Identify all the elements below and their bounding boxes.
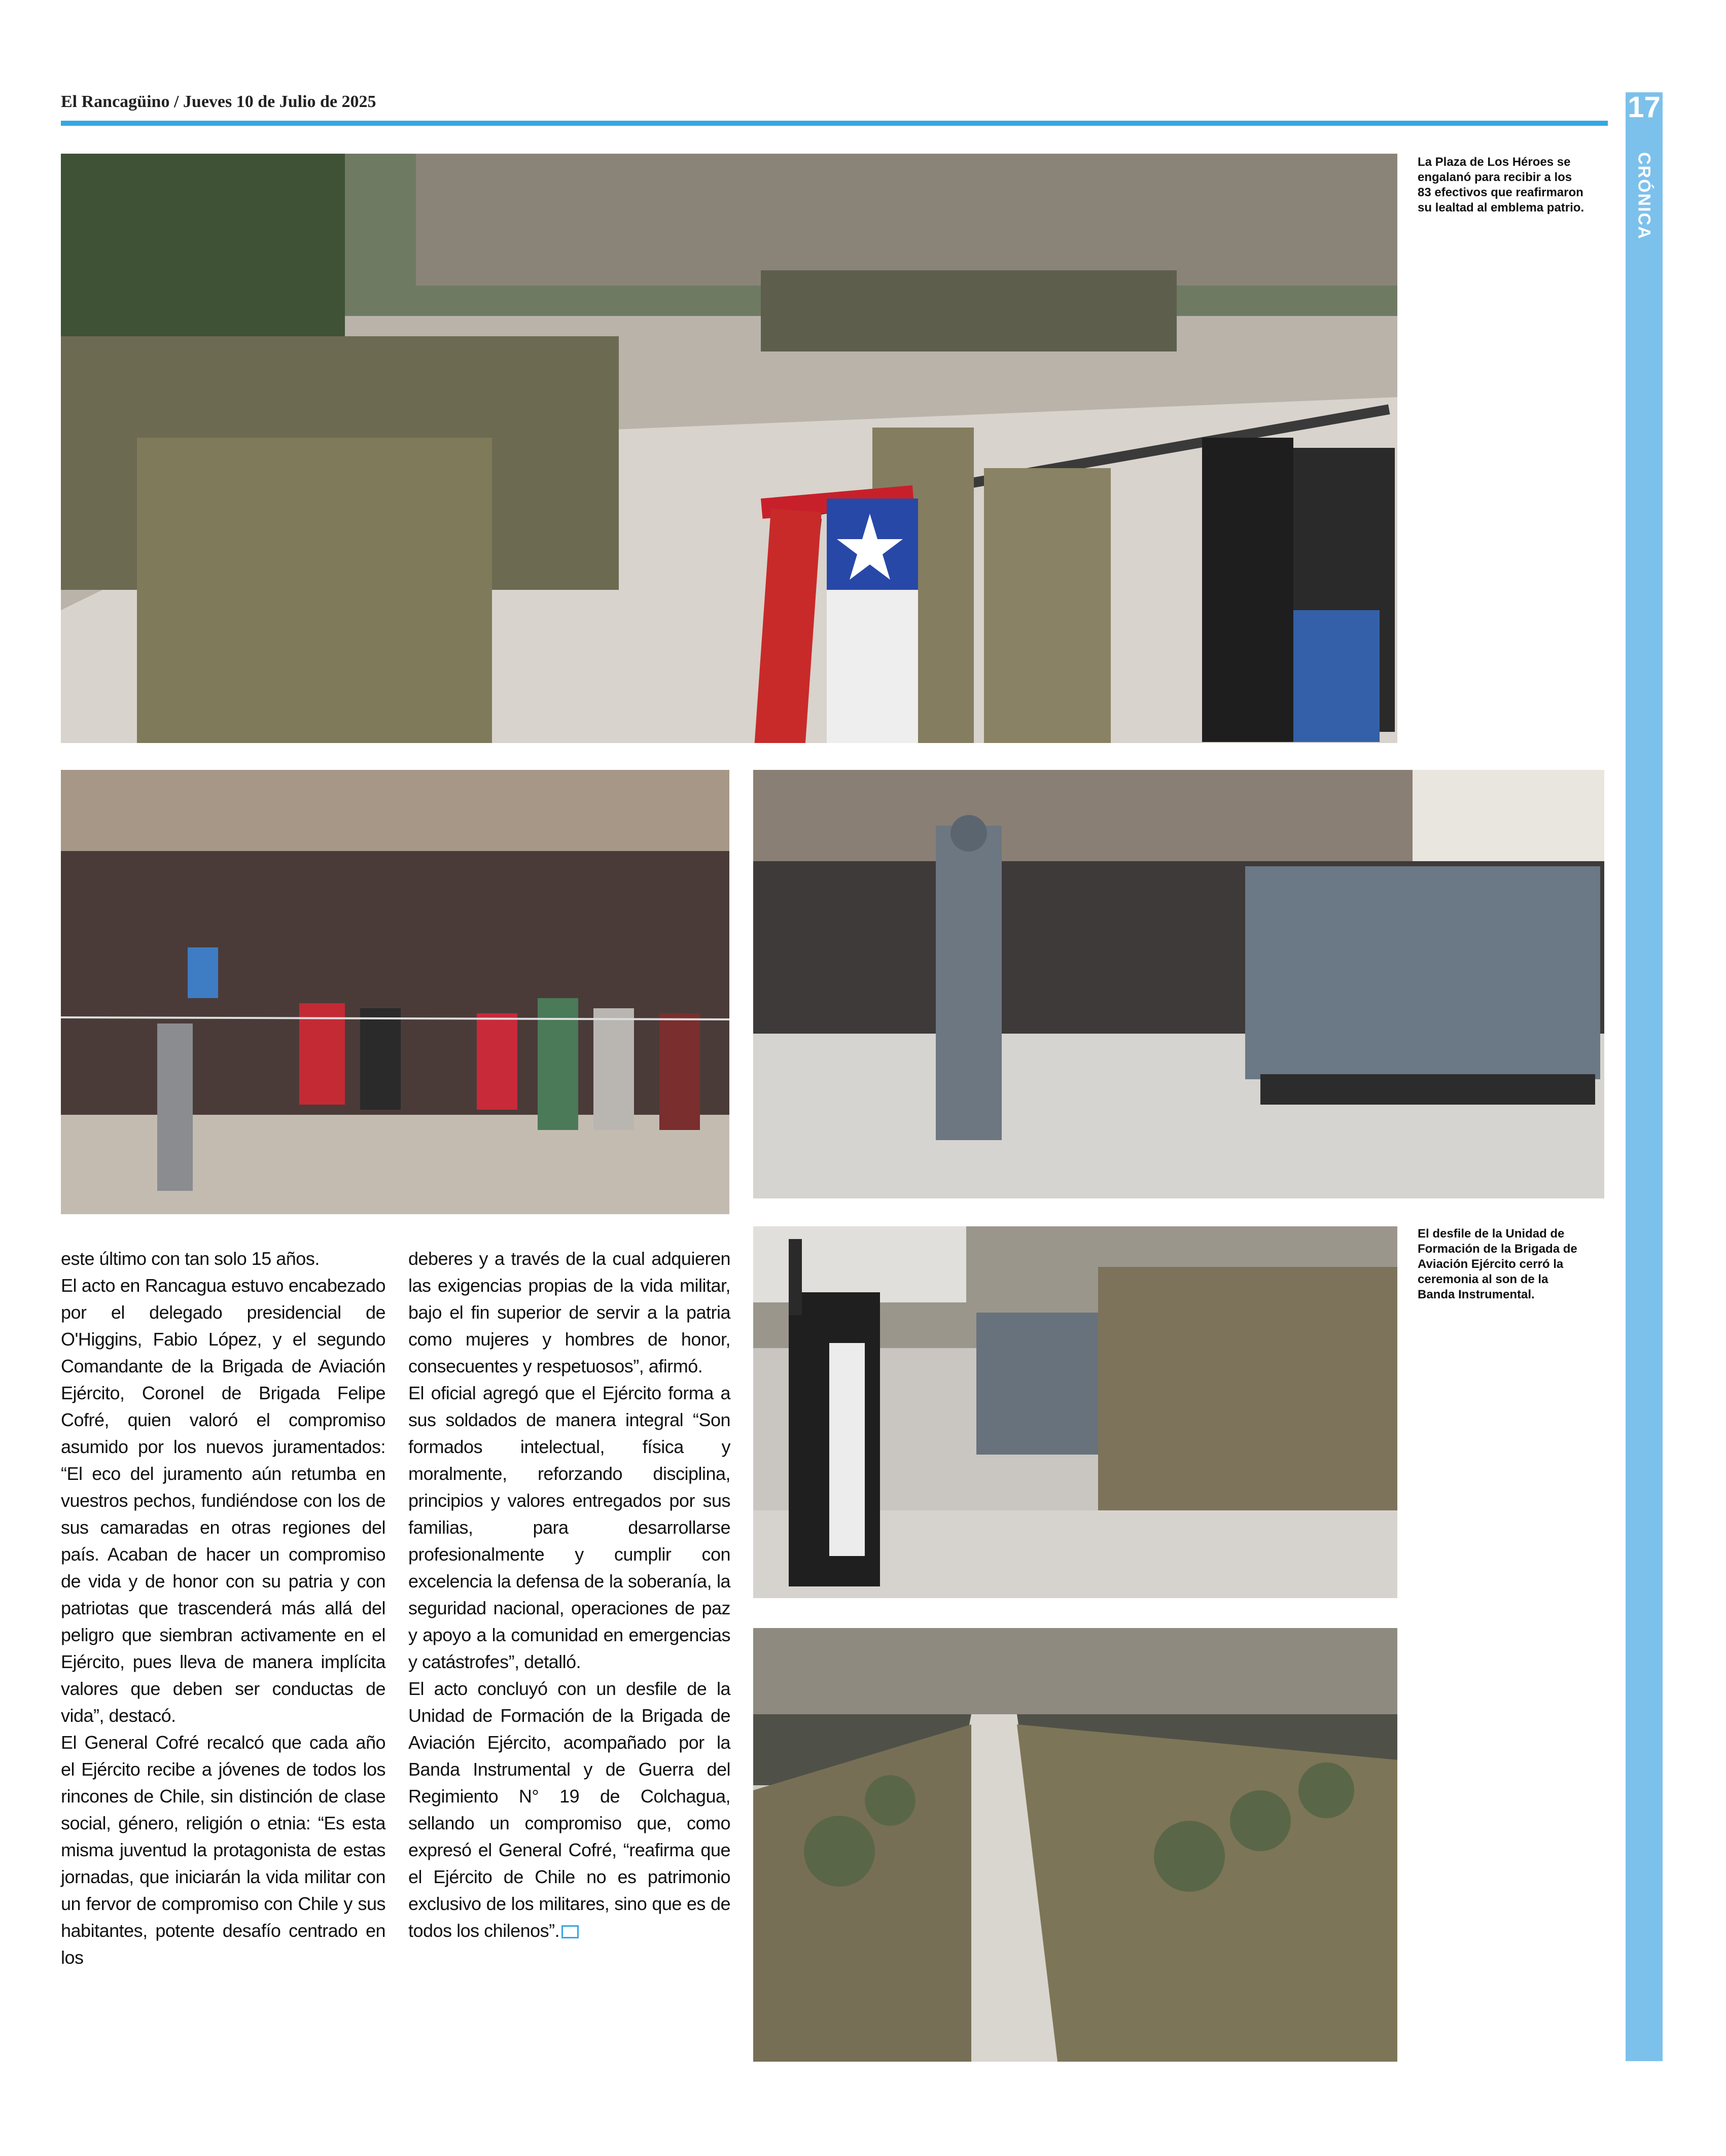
march-photo <box>753 770 1604 1198</box>
middle-photo-caption: El desfile de la Unidad de Formación de la Brigada de Aviación Ejército cerró la ceremonia al son de la Banda Instrumental. <box>1418 1227 1577 1301</box>
end-of-article-icon <box>561 1925 579 1938</box>
issue-date: Jueves 10 de Julio de 2025 <box>183 92 376 111</box>
header-rule <box>61 121 1608 126</box>
article-paragraph: El acto en Rancagua estuvo encabezado por el delegado presidencial de O'Higgins, Fabio López, y el segundo Comandante de la Brigada de Aviación Ejército, Coronel de Brigada Felipe Cofré, quien valoró el compromiso asumido por los nuevos juramentados: “El eco del juramento aún retumba en vuestros pechos, fundiéndose con los de sus camaradas en otras regiones del país. Acaban de hacer un compromiso de vida y de honor con su patria y con patriotas que trascenderá más allá del peligro que siembran activamente en el Ejército, pues lleva de manera implícita valores que deben ser conductas de vida”, destacó. <box>61 1275 385 1726</box>
chaplain-photo <box>753 1226 1397 1598</box>
article-paragraph: este último con tan solo 15 años. <box>61 1248 320 1269</box>
article-paragraph: deberes y a través de la cual adquieren las exigencias propias de la vida militar, bajo el fin superior de servir a la patria como mujeres y hombres de honor, consecuentes y respetuosos”, afirmó. <box>408 1248 730 1376</box>
publication-name: El Rancagüino <box>61 92 170 111</box>
article-paragraph: El oficial agregó que el Ejército forma a sus soldados de manera integral “Son formados intelectual, física y moralmente, reforzando disciplina, principios y valores entregados por sus familias, para desarrollarse profesionalmente y cumplir con excelencia la defensa de la soberanía, la seguridad nacional, operaciones de paz y apoyo a la comunidad en emergencias y catástrofes”, detalló. <box>408 1383 730 1672</box>
article-column-1 <box>61 1245 385 1971</box>
article-paragraph: El General Cofré recalcó que cada año el Ejército recibe a jóvenes de todos los rincones de Chile, sin distinción de clase social, género, religión o etnia: “Es esta misma juventud la protagonista de estas jornadas, que iniciarán la vida militar con un fervor de compromiso con Chile y sus habitantes, potente desafío centrado en los <box>61 1732 385 1968</box>
page-number: 17 <box>1628 91 1661 124</box>
flag-oath-photo <box>61 154 1397 743</box>
section-label: CRÓNICA <box>1634 152 1654 240</box>
formation-photo <box>753 1628 1397 2062</box>
header-separator: / <box>173 92 179 111</box>
top-photo-caption: La Plaza de Los Héroes se engalanó para recibir a los 83 efectivos que reafirmaron su lealtad al emblema patrio. <box>1418 155 1584 215</box>
crowd-photo <box>61 770 729 1214</box>
section-sidebar <box>1626 92 1663 2061</box>
article-paragraph: El acto concluyó con un desfile de la Unidad de Formación de la Brigada de Aviación Ejército, acompañado por la Banda Instrumental y de Guerra del Regimiento N° 19 de Colchagua, sellando un compromiso que, como expresó el General Cofré, “reafirma que el Ejército de Chile no es patrimonio exclusivo de los militares, sino que es de todos los chilenos”. <box>408 1678 730 1941</box>
article-column-2 <box>408 1245 730 1944</box>
page-header <box>61 92 1608 118</box>
